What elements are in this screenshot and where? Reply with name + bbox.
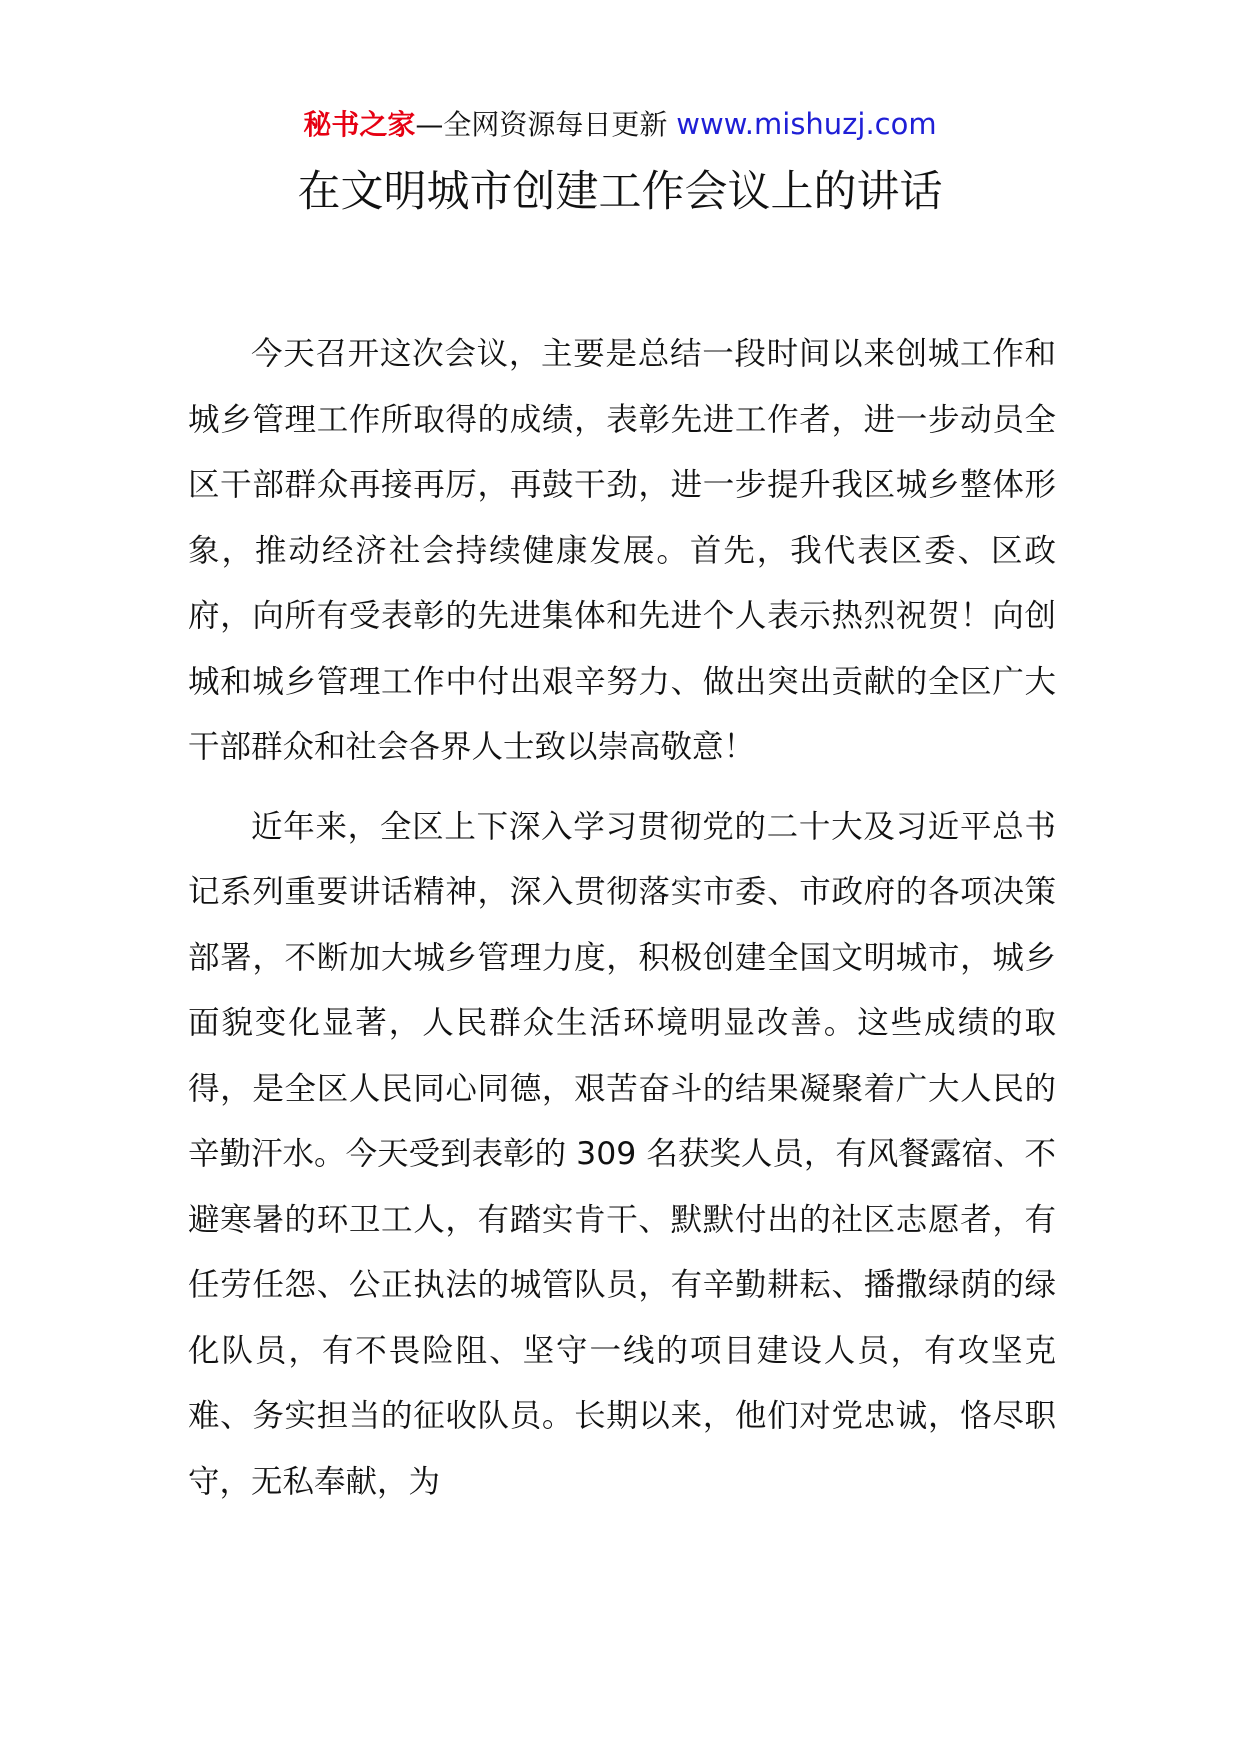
paragraph: 近年来，全区上下深入学习贯彻党的二十大及习近平总书记系列重要讲话精神，深入贯彻落实市委、市政府的各项决策部署，不断加大城乡管理力度，积极创建全国文明城市，城乡面貌变化显著，人民群众生活环境明显改善。这些成绩的取得，是全区人民同心同德，艰苦奋斗的结果凝聚着广大人民的辛勤汗水。今天受到表彰的 309 名获奖人员，有风餐露宿、不避寒暑的环卫工人，有踏实肯干、默默付出的社区志愿者，有任劳任怨、公正执法的城管队员，有辛勤耕耘、播撒绿荫的绿化队员，有不畏险阻、坚守一线的项目建设人员，有攻坚克难、务实担当的征收队员。长期以来，他们对党忠诚，恪尽职守，无私奉献，为 [188,808,1056,1500]
document-title: 在文明城市创建工作会议上的讲话 [297,167,943,217]
site-brand: 秘书之家 [303,108,416,141]
document-body [188,322,1056,1529]
site-tagline: —全网资源每日更新 [415,108,668,141]
paragraph: 今天召开这次会议，主要是总结一段时间以来创城工作和城乡管理工作所取得的成绩，表彰先进工作者，进一步动员全区干部群众再接再厉，再鼓干劲，进一步提升我区城乡整体形象，推动经济社会持续健康发展。首先，我代表区委、区政府，向所有受表彰的先进集体和先进个人表示热烈祝贺！向创城和城乡管理工作中付出艰辛努力、做出突出贡献的全区广大干部群众和社会各界人士致以崇高敬意！ [188,336,1056,765]
site-url-link[interactable]: www.mishuzj.com [676,107,937,141]
site-header [0,104,1240,145]
